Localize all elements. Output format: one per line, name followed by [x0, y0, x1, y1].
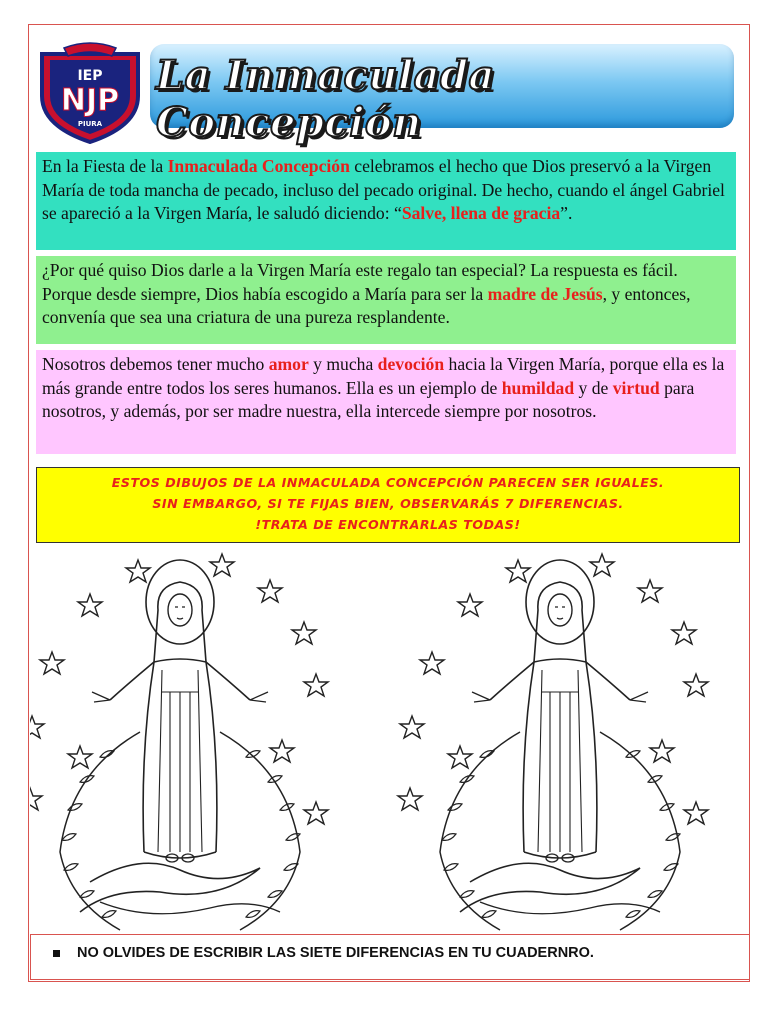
logo-top-text: IEP — [77, 68, 103, 84]
drawing-left — [30, 554, 328, 930]
instructions-box — [36, 467, 740, 543]
highlight-text: madre de Jesús — [487, 283, 603, 304]
logo-bottom-text: PIURA — [77, 120, 103, 128]
paragraph-text: para nosotros, y además, por ser madre nuestra, ella intercede siempre por nosotros. — [42, 377, 695, 421]
paragraph-text: ”. — [560, 203, 573, 223]
paragraph-devotion — [36, 350, 736, 454]
highlight-text: Inmaculada Concepción — [167, 156, 350, 176]
paragraph-text: hacia la Virgen María, porque ella es la más grande entre todos los seres humanos. Ella es un ejemplo de — [42, 354, 725, 398]
school-logo — [34, 40, 146, 144]
paragraph-question — [36, 256, 736, 344]
paragraph-intro — [36, 152, 736, 250]
paragraph-text: y mucha — [308, 354, 378, 374]
instruction-line: !TRATA DE ENCONTRARLAS TODAS! — [255, 517, 521, 532]
reminder-box — [30, 934, 750, 980]
highlight-text: devoción — [377, 354, 445, 374]
logo-main-text: NJP — [60, 83, 120, 118]
paragraph-text: y de — [574, 377, 613, 398]
highlight-text: humildad — [501, 377, 575, 398]
paragraph-text: Nosotros debemos tener mucho — [42, 354, 269, 374]
spot-the-difference-drawings — [30, 552, 750, 942]
instruction-line: ESTOS DIBUJOS DE LA INMACULADA CONCEPCIÓN PARECEN SER IGUALES. — [111, 475, 665, 490]
title-banner — [150, 44, 734, 146]
highlight-text: virtud — [612, 377, 660, 398]
bullet-icon — [53, 950, 60, 957]
highlight-text: amor — [268, 354, 309, 374]
page-title: La Inmaculada Concepción — [156, 52, 495, 146]
instruction-line: SIN EMBARGO, SI TE FIJAS BIEN, OBSERVARÁS 7 DIFERENCIAS. — [152, 496, 624, 511]
paragraph-text: ¿Por qué quiso Dios darle a la Virgen María este regalo tan especial? La respuesta es fácil. Porque desde siempre, Dios había escogido a María para ser la — [42, 260, 678, 304]
reminder-text: NO OLVIDES DE ESCRIBIR LAS SIETE DIFERENCIAS EN TU CUADERNRO. — [77, 945, 594, 961]
highlight-text: Salve, llena de gracia — [401, 203, 561, 223]
paragraph-text: , y entonces, convenía que sea una criatura de una pureza resplandente. — [42, 283, 691, 327]
paragraph-text: celebramos el hecho que Dios preservó a la Virgen María de toda mancha de pecado, incluso del pecado original. De hecho, cuando el ángel Gabriel se apareció a la Virgen María, le saludó diciendo: “ — [42, 156, 725, 223]
paragraph-text: En la Fiesta de la — [42, 156, 168, 176]
drawing-right — [398, 554, 708, 930]
